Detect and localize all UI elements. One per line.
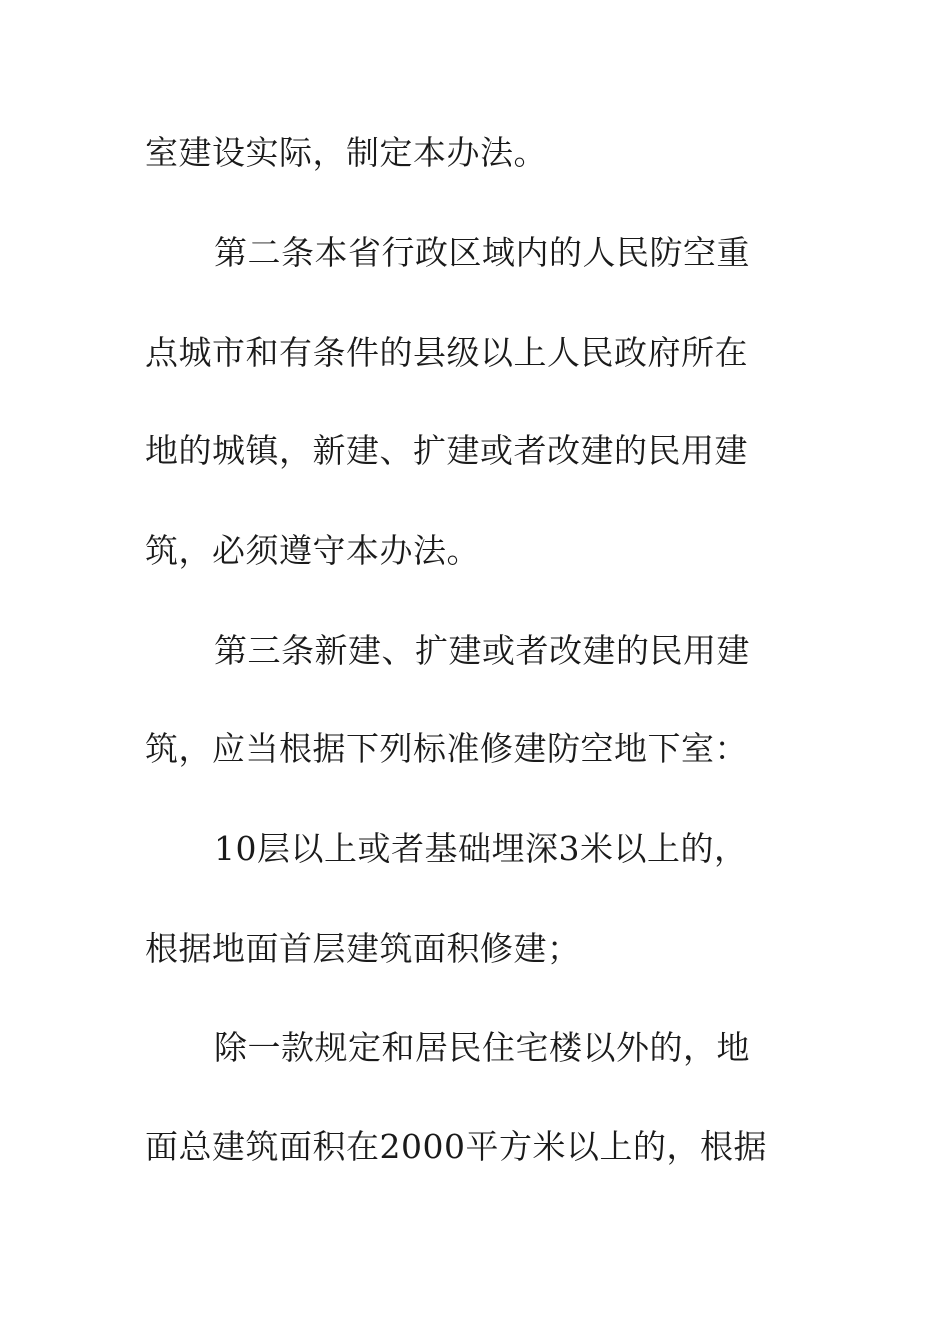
- text-line-10: 除一款规定和居民住宅楼以外的，地: [214, 1028, 750, 1067]
- text-line-6: 第三条新建、扩建或者改建的民用建: [214, 631, 750, 670]
- text-line-5: 筑，必须遵守本办法。: [145, 531, 480, 570]
- text-line-9: 根据地面首层建筑面积修建；: [145, 929, 581, 968]
- text-line-4: 地的城镇，新建、扩建或者改建的民用建: [145, 431, 748, 470]
- text-line-1: 室建设实际，制定本办法。: [145, 133, 547, 172]
- text-line-7: 筑，应当根据下列标准修建防空地下室：: [145, 729, 748, 768]
- text-line-8: 10层以上或者基础埋深3米以上的，: [214, 829, 748, 868]
- text-line-3: 点城市和有条件的县级以上人民政府所在: [145, 333, 748, 372]
- text-line-2: 第二条本省行政区域内的人民防空重: [214, 233, 750, 272]
- text-line-11: 面总建筑面积在2000平方米以上的，根据: [145, 1127, 767, 1166]
